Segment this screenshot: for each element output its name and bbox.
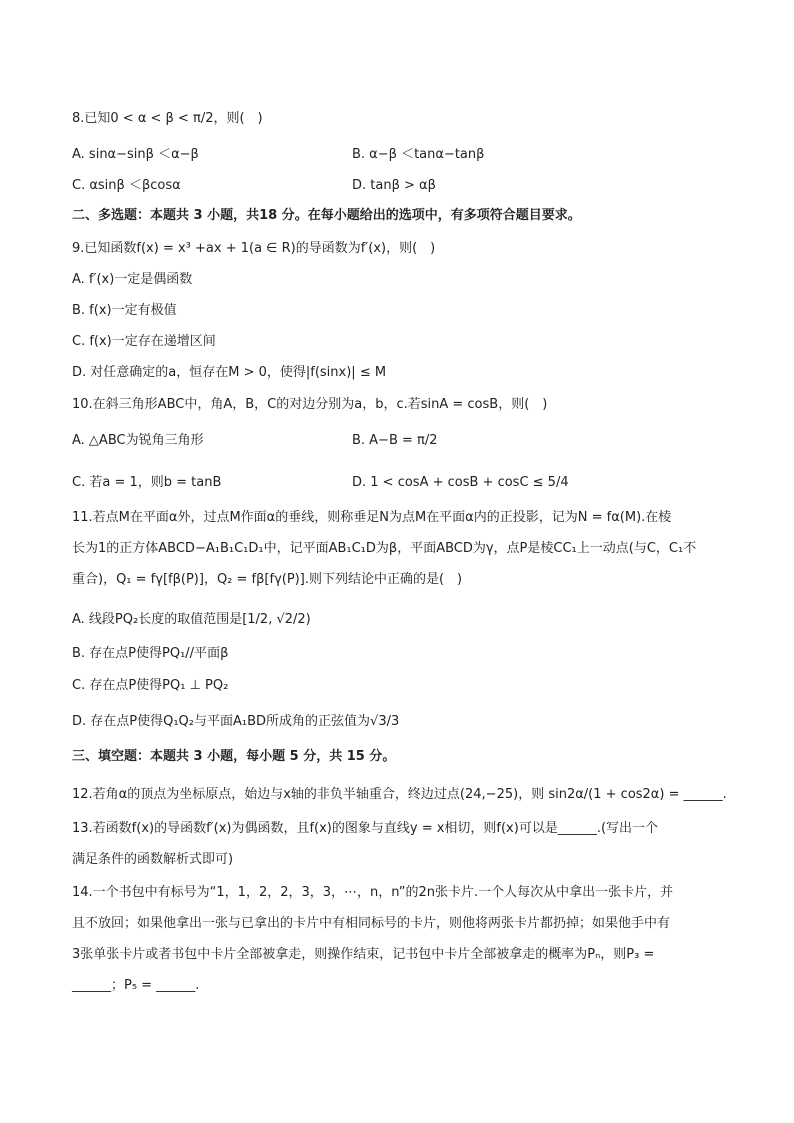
q8-option-a: A. sinα−sinβ ＜α−β — [72, 147, 199, 162]
q8-option-d: D. tanβ > αβ — [352, 178, 436, 193]
q14-line-4: ______；P₅ = ______. — [72, 978, 200, 993]
q11-line-1: 11.若点M在平面α外，过点M作面α的垂线，则称垂足N为点M在平面α内的正投影，记为N = fα(M).在棱 — [72, 510, 672, 525]
q11-option-a: A. 线段PQ₂长度的取值范围是[1/2, √2/2) — [72, 612, 311, 627]
q14-line-2: 且不放回；如果他拿出一张与已拿出的卡片中有相同标号的卡片，则他将两张卡片都扔掉；如果他手中有 — [72, 916, 671, 931]
q8-option-b: B. α−β ＜tanα−tanβ — [352, 147, 485, 162]
q9-option-d: D. 对任意确定的a，恒存在M > 0，使得|f(sinx)| ≤ M — [72, 365, 387, 380]
q11-option-b: B. 存在点P使得PQ₁//平面β — [72, 646, 229, 661]
section-2-heading: 二、多选题：本题共 3 小题，共18 分。在每小题给出的选项中，有多项符合题目要求。 — [72, 208, 581, 223]
q10-option-d: D. 1 < cosA + cosB + cosC ≤ 5/4 — [352, 475, 569, 490]
q10-option-c: C. 若a = 1，则b = tanB — [72, 475, 222, 490]
q9-option-b: B. f(x)一定有极值 — [72, 303, 177, 318]
q11-option-c: C. 存在点P使得PQ₁ ⊥ PQ₂ — [72, 678, 229, 693]
q13-line-2: 满足条件的函数解析式即可) — [72, 852, 234, 867]
q11-line-3: 重合)，Q₁ = fγ[fβ(P)]，Q₂ = fβ[fγ(P)].则下列结论中正确的是( ) — [72, 572, 463, 587]
q8-stem: 8.已知0 < α < β < π/2，则( ) — [72, 111, 263, 126]
q11-option-d: D. 存在点P使得Q₁Q₂与平面A₁BD所成角的正弦值为√3/3 — [72, 714, 400, 729]
q8-option-c: C. αsinβ ＜βcosα — [72, 178, 181, 193]
q13-line-1: 13.若函数f(x)的导函数f′(x)为偶函数，且f(x)的图象与直线y = x相切，则f(x)可以是______.(写出一个 — [72, 821, 659, 836]
q10-option-b: B. A−B = π/2 — [352, 433, 438, 448]
q11-line-2: 长为1的正方体ABCD−A₁B₁C₁D₁中，记平面AB₁C₁D为β，平面ABCD为γ，点P是棱CC₁上一动点(与C，C₁不 — [72, 541, 697, 556]
q9-option-c: C. f(x)一定存在递增区间 — [72, 334, 216, 349]
section-3-heading: 三、填空题：本题共 3 小题，每小题 5 分，共 15 分。 — [72, 749, 396, 764]
q14-line-3: 3张单张卡片或者书包中卡片全部被拿走，则操作结束，记书包中卡片全部被拿走的概率为Pₙ，则P₃ = — [72, 947, 655, 962]
q9-stem: 9.已知函数f(x) = x³ +ax + 1(a ∈ R)的导函数为f′(x)，则( ) — [72, 241, 436, 256]
q10-stem: 10.在斜三角形ABC中，角A，B，C的对边分别为a，b，c.若sinA = cosB，则( ) — [72, 397, 548, 412]
q10-option-a: A. △ABC为锐角三角形 — [72, 433, 204, 448]
q9-option-a: A. f′(x)一定是偶函数 — [72, 272, 193, 287]
q12-stem: 12.若角α的顶点为坐标原点，始边与x轴的非负半轴重合，终边过点(24,−25)，则 sin2α/(1 + cos2α) = ______. — [72, 787, 727, 802]
q14-line-1: 14.一个书包中有标号为“1，1，2，2，3，3，⋯，n，n”的2n张卡片.一个人每次从中拿出一张卡片，并 — [72, 885, 674, 900]
